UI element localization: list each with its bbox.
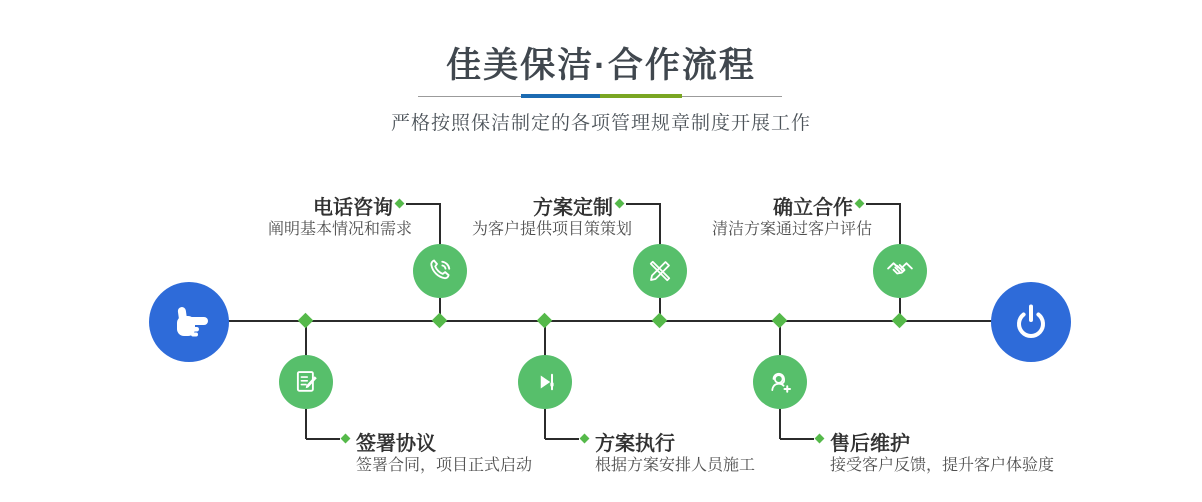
- connector-hline-step-1: [406, 203, 441, 205]
- step-node-design: [633, 244, 687, 298]
- step-desc: 签署合同，项目正式启动: [356, 457, 533, 474]
- handshake-icon: [885, 256, 915, 286]
- design-tools-icon: [645, 256, 675, 286]
- title-divider-blue-segment: [521, 94, 600, 98]
- step-desc: 阐明基本情况和需求: [267, 221, 412, 238]
- timeline-diamond-step-4: [298, 313, 314, 329]
- step-desc: 接受客户反馈，提升客户体验度: [830, 457, 1055, 474]
- label-diamond-step-2: [615, 199, 625, 209]
- step-desc: 为客户提供项目策策划: [471, 221, 632, 238]
- connector-hline-step-6: [780, 438, 814, 440]
- label-diamond-step-4: [341, 434, 351, 444]
- step-title: 方案执行: [595, 433, 675, 455]
- headset-user-icon: [765, 367, 795, 397]
- timeline-diamond-step-6: [772, 313, 788, 329]
- step-desc: 清洁方案通过客户评估: [711, 221, 872, 238]
- timeline-end-node: [991, 282, 1071, 362]
- step-title: 确立合作: [773, 197, 853, 219]
- power-icon: [1007, 298, 1055, 346]
- step-node-support: [753, 355, 807, 409]
- timeline-diamond-step-5: [537, 313, 553, 329]
- page-title: 佳美保洁·合作流程: [446, 46, 756, 85]
- step-desc: 根据方案安排人员施工: [595, 457, 756, 474]
- timeline-diamond-step-2: [652, 313, 668, 329]
- timeline-main-line: [226, 320, 992, 322]
- page-subtitle: 严格按照保洁制定的各项管理规章制度开展工作: [390, 113, 811, 134]
- step-node-phone: [413, 244, 467, 298]
- connector-hline-step-3: [866, 203, 901, 205]
- pointing-hand-icon: [165, 298, 213, 346]
- contract-icon: [291, 367, 321, 397]
- label-diamond-step-6: [815, 434, 825, 444]
- connector-hline-step-4: [306, 438, 340, 440]
- step-title: 方案定制: [533, 197, 613, 219]
- timeline-start-node: [149, 282, 229, 362]
- step-node-handshake: [873, 244, 927, 298]
- phone-icon: [425, 256, 455, 286]
- label-diamond-step-5: [580, 434, 590, 444]
- play-next-icon: [530, 367, 560, 397]
- label-diamond-step-3: [855, 199, 865, 209]
- timeline-diamond-step-3: [892, 313, 908, 329]
- label-diamond-step-1: [395, 199, 405, 209]
- timeline-diamond-step-1: [432, 313, 448, 329]
- step-title: 电话咨询: [313, 197, 393, 219]
- title-divider-green-segment: [600, 94, 682, 98]
- connector-hline-step-5: [545, 438, 579, 440]
- step-title: 签署协议: [356, 433, 436, 455]
- step-node-execute: [518, 355, 572, 409]
- step-title: 售后维护: [830, 433, 910, 455]
- connector-hline-step-2: [626, 203, 661, 205]
- step-node-contract: [279, 355, 333, 409]
